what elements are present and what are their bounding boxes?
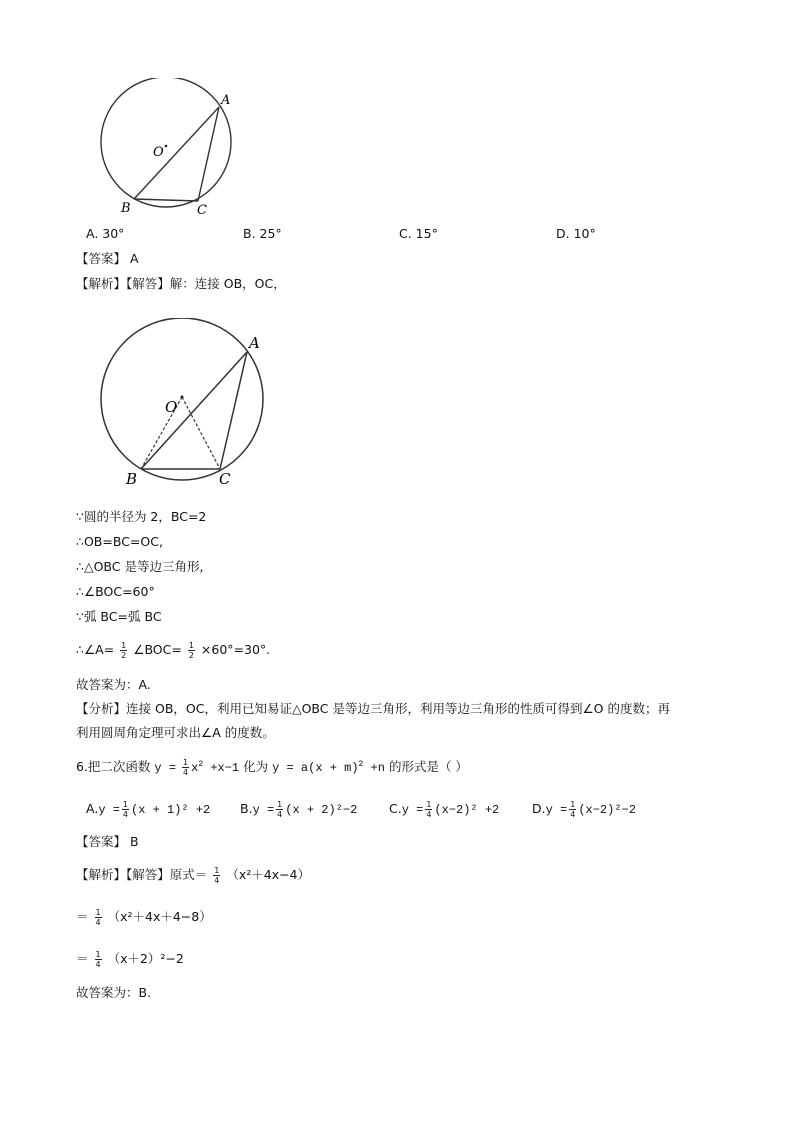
chord-ba	[134, 107, 219, 199]
label-o: O	[153, 145, 164, 160]
circle-outline	[101, 318, 263, 480]
q5-answer: 【答案】 A	[76, 251, 139, 266]
label-a: A	[221, 93, 231, 108]
q5-step-3: ∴△OBC 是等边三角形,	[76, 559, 204, 574]
q5-final-step: ∴∠A= $\frac{1}{2}$ ∠BOC= $\frac{1}{2}$ ×60°=30°.	[76, 641, 271, 660]
label-b: B	[126, 470, 138, 488]
label-b: B	[121, 201, 131, 216]
q5-conclusion: 故答案为：A.	[76, 677, 151, 692]
q5-analysis-intro: 【解析】【解答】解：连接 OB，OC，	[76, 276, 286, 291]
q6-answer: 【答案】 B	[76, 834, 139, 849]
label-a: A	[249, 334, 260, 352]
label-c: C	[197, 203, 207, 218]
option-d[interactable]: D. 10°	[556, 226, 596, 241]
q6-analysis-line-3: ＝ $\frac{1}{4}$ （x＋2）²−2	[76, 950, 184, 969]
q5-step-1: ∵圆的半径为 2，BC=2	[76, 509, 207, 524]
q5-step-2: ∴OB=BC=OC,	[76, 534, 163, 549]
center-point	[181, 396, 184, 399]
q6-analysis-line-1: 【解析】【解答】原式＝ $\frac{1}{4}$ （x²＋4x−4）	[76, 866, 311, 885]
q6-option-c[interactable]: C.y = $\frac{1}{4}$ (x−2)² +2	[389, 800, 500, 819]
option-a[interactable]: A. 30°	[86, 226, 125, 241]
option-b[interactable]: B. 25°	[243, 226, 282, 241]
center-point	[165, 145, 168, 148]
q6-option-d[interactable]: D.y = $\frac{1}{4}$ (x−2)²−2	[532, 800, 636, 819]
label-c: C	[219, 470, 231, 488]
q5-fenxi-line-1: 【分析】连接 OB，OC，利用已知易证△OBC 是等边三角形，利用等边三角形的性质可得到∠O 的度数；再	[76, 701, 670, 716]
q6-conclusion: 故答案为：B.	[76, 985, 152, 1000]
chord-ca	[198, 107, 219, 201]
q5-step-5: ∵弧 BC=弧 BC	[76, 609, 162, 624]
chord-ba	[141, 352, 247, 469]
option-c[interactable]: C. 15°	[399, 226, 438, 241]
figure-circle-1	[95, 78, 245, 218]
q6-option-b[interactable]: B.y = $\frac{1}{4}$ (x + 2)²−2	[240, 800, 358, 819]
chord-bc	[134, 199, 198, 201]
q5-step-4: ∴∠BOC=60°	[76, 584, 155, 599]
q6-stem: 6.把二次函数 y = $\frac{1}{4}$ $x^2 +x-1$ 化为 $y = a(x + m)^2 +n$ 的形式是（ ）	[76, 758, 468, 777]
figure-circle-2	[98, 318, 273, 490]
fraction-quarter: $\frac{1}{4}$	[183, 758, 189, 777]
fraction-half: $\frac{1}{2}$	[188, 641, 194, 660]
fraction-half: $\frac{1}{2}$	[121, 641, 127, 660]
q6-option-a[interactable]: A.y = $\frac{1}{4}$ (x + 1)² +2	[86, 800, 211, 819]
q5-fenxi-line-2: 利用圆周角定理可求出∠A 的度数。	[76, 725, 275, 740]
q6-analysis-line-2: ＝ $\frac{1}{4}$ （x²＋4x＋4−8）	[76, 908, 212, 927]
radius-oc	[182, 397, 220, 469]
label-o: O	[165, 398, 178, 416]
